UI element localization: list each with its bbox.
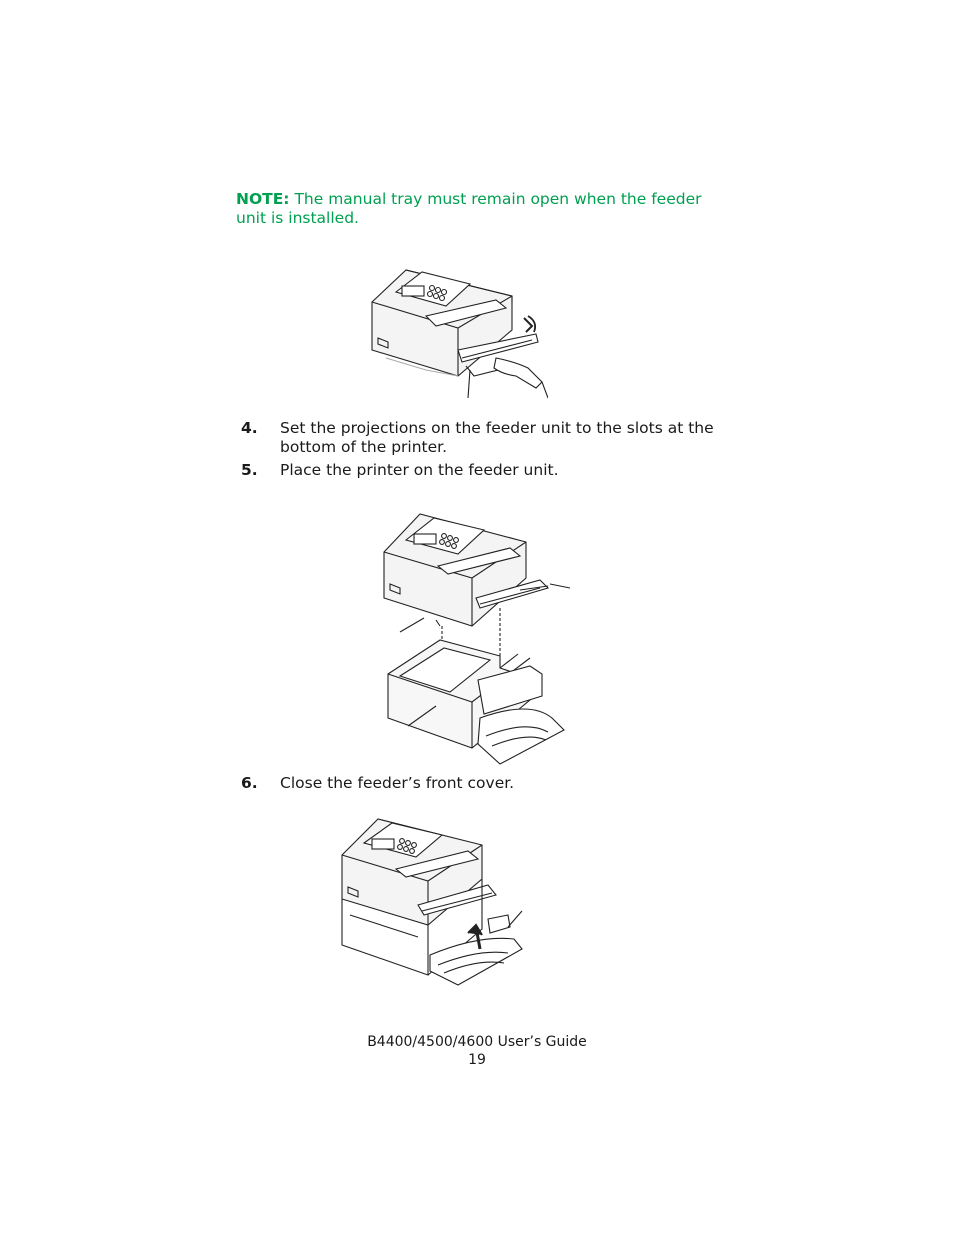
step-text: Set the projections on the feeder unit to the slots at the bottom of the printer. [280,419,714,456]
step-text: Place the printer on the feeder unit. [280,461,559,479]
close-feeder-front-cover-illustration [338,815,534,987]
step-text: Close the feeder’s front cover. [280,774,515,792]
footer-guide-title: B4400/4500/4600 User’s Guide [367,1034,587,1050]
note-text: The manual tray must remain open when the feeder unit is installed. [236,190,702,227]
step-6 [241,774,741,794]
step-number: 4. [241,419,258,437]
step-number: 6. [241,774,258,792]
step-5 [241,461,741,481]
note-block [236,190,726,228]
printer-on-feeder-unit-illustration [380,508,572,770]
step-4 [241,419,741,459]
printer-manual-tray-open-illustration [366,258,548,408]
page-number: 19 [468,1052,486,1068]
step-number: 5. [241,461,258,479]
note-label: NOTE: [236,190,290,208]
